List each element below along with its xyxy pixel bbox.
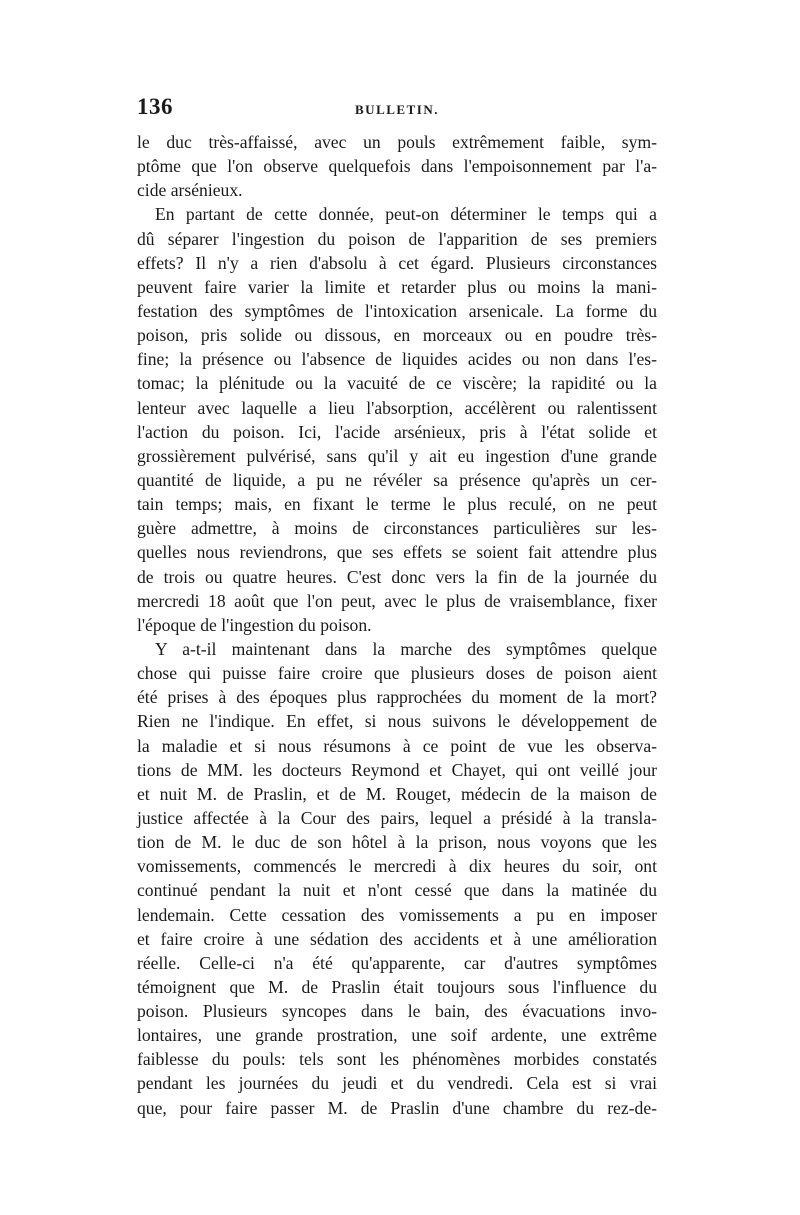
- text-line: continué pendant la nuit et n'ont cessé que dans la matinée du: [137, 880, 657, 901]
- page-header: [137, 88, 657, 126]
- book-page: [137, 88, 657, 1188]
- text-line: Y a-t-il maintenant dans la marche des symptômes quelque: [155, 638, 657, 659]
- running-title: BULLETIN.: [355, 102, 439, 117]
- text-line: quantité de liquide, a pu ne révéler sa présence qu'après un cer-: [137, 469, 657, 490]
- text-line: vomissements, commencés le mercredi à dix heures du soir, ont: [137, 856, 657, 877]
- text-line: justice affectée à la Cour des pairs, lequel a présidé à la transla-: [137, 807, 657, 828]
- text-line: et faire croire à une sédation des accidents et à une amélioration: [137, 928, 657, 949]
- text-line: de trois ou quatre heures. C'est donc vers la fin de la journée du: [137, 566, 657, 587]
- text-line: Rien ne l'indique. En effet, si nous suivons le développement de: [137, 711, 657, 732]
- text-line: poison, pris solide ou dissous, en morceaux ou en poudre très-: [137, 325, 657, 346]
- text-line: et nuit M. de Praslin, et de M. Rouget, médecin de la maison de: [137, 783, 657, 804]
- text-line: été prises à des époques plus rapprochées du moment de la mort?: [137, 687, 657, 708]
- text-line: tomac; la plénitude ou la vacuité de ce viscère; la rapidité ou la: [137, 373, 657, 394]
- text-line: réelle. Celle-ci n'a été qu'apparente, car d'autres symptômes: [137, 952, 657, 973]
- text-line: tions de MM. les docteurs Reymond et Chayet, qui ont veillé jour: [137, 759, 657, 780]
- text-line: quelles nous reviendrons, que ses effets se soient fait attendre plus: [137, 542, 657, 563]
- body-text: [137, 130, 657, 1120]
- text-line: témoignent que M. de Praslin était toujours sous l'influence du: [137, 976, 657, 997]
- page-number: 136: [137, 94, 173, 119]
- text-line: En partant de cette donnée, peut-on déterminer le temps qui a: [155, 204, 657, 225]
- text-line: faiblesse du pouls: tels sont les phénomènes morbides constatés: [137, 1049, 657, 1070]
- text-line: lendemain. Cette cessation des vomissements a pu en imposer: [137, 904, 657, 925]
- text-line: la maladie et si nous résumons à ce point de vue les observa-: [137, 735, 657, 756]
- text-line: l'époque de l'ingestion du poison.: [137, 614, 372, 635]
- text-line: lontaires, une grande prostration, une soif ardente, une extrême: [137, 1025, 657, 1046]
- text-line: poison. Plusieurs syncopes dans le bain, des évacuations invo-: [137, 1001, 657, 1022]
- text-line: chose qui puisse faire croire que plusieurs doses de poison aient: [137, 663, 657, 684]
- text-line: ptôme que l'on observe quelquefois dans l'empoisonnement par l'a-: [137, 156, 657, 177]
- text-line: que, pour faire passer M. de Praslin d'une chambre du rez-de-: [137, 1097, 657, 1118]
- text-line: lenteur avec laquelle a lieu l'absorption, accélèrent ou ralentissent: [137, 397, 657, 418]
- text-line: cide arsénieux.: [137, 180, 243, 201]
- text-line: tion de M. le duc de son hôtel à la prison, nous voyons que les: [137, 832, 657, 853]
- text-line: festation des symptômes de l'intoxication arsenicale. La forme du: [137, 300, 657, 321]
- text-line: le duc très-affaissé, avec un pouls extrêmement faible, sym-: [137, 132, 657, 152]
- text-line: pendant les journées du jeudi et du vendredi. Cela est si vrai: [137, 1073, 657, 1094]
- text-line: mercredi 18 août que l'on peut, avec le plus de vraisemblance, fixer: [137, 590, 657, 611]
- text-line: l'action du poison. Ici, l'acide arsénieux, pris à l'état solide et: [137, 421, 657, 442]
- text-line: fine; la présence ou l'absence de liquides acides ou non dans l'es-: [137, 349, 657, 370]
- text-line: effets? Il n'y a rien d'absolu à cet égard. Plusieurs circonstances: [137, 252, 657, 273]
- text-line: peuvent faire varier la limite et retarder plus ou moins la mani-: [137, 276, 657, 297]
- text-line: guère admettre, à moins de circonstances particulières sur les-: [137, 518, 657, 539]
- text-line: grossièrement pulvérisé, sans qu'il y ait eu ingestion d'une grande: [137, 445, 657, 466]
- text-line: dû séparer l'ingestion du poison de l'apparition de ses premiers: [137, 228, 657, 249]
- text-line: tain temps; mais, en fixant le terme le plus reculé, on ne peut: [137, 494, 657, 515]
